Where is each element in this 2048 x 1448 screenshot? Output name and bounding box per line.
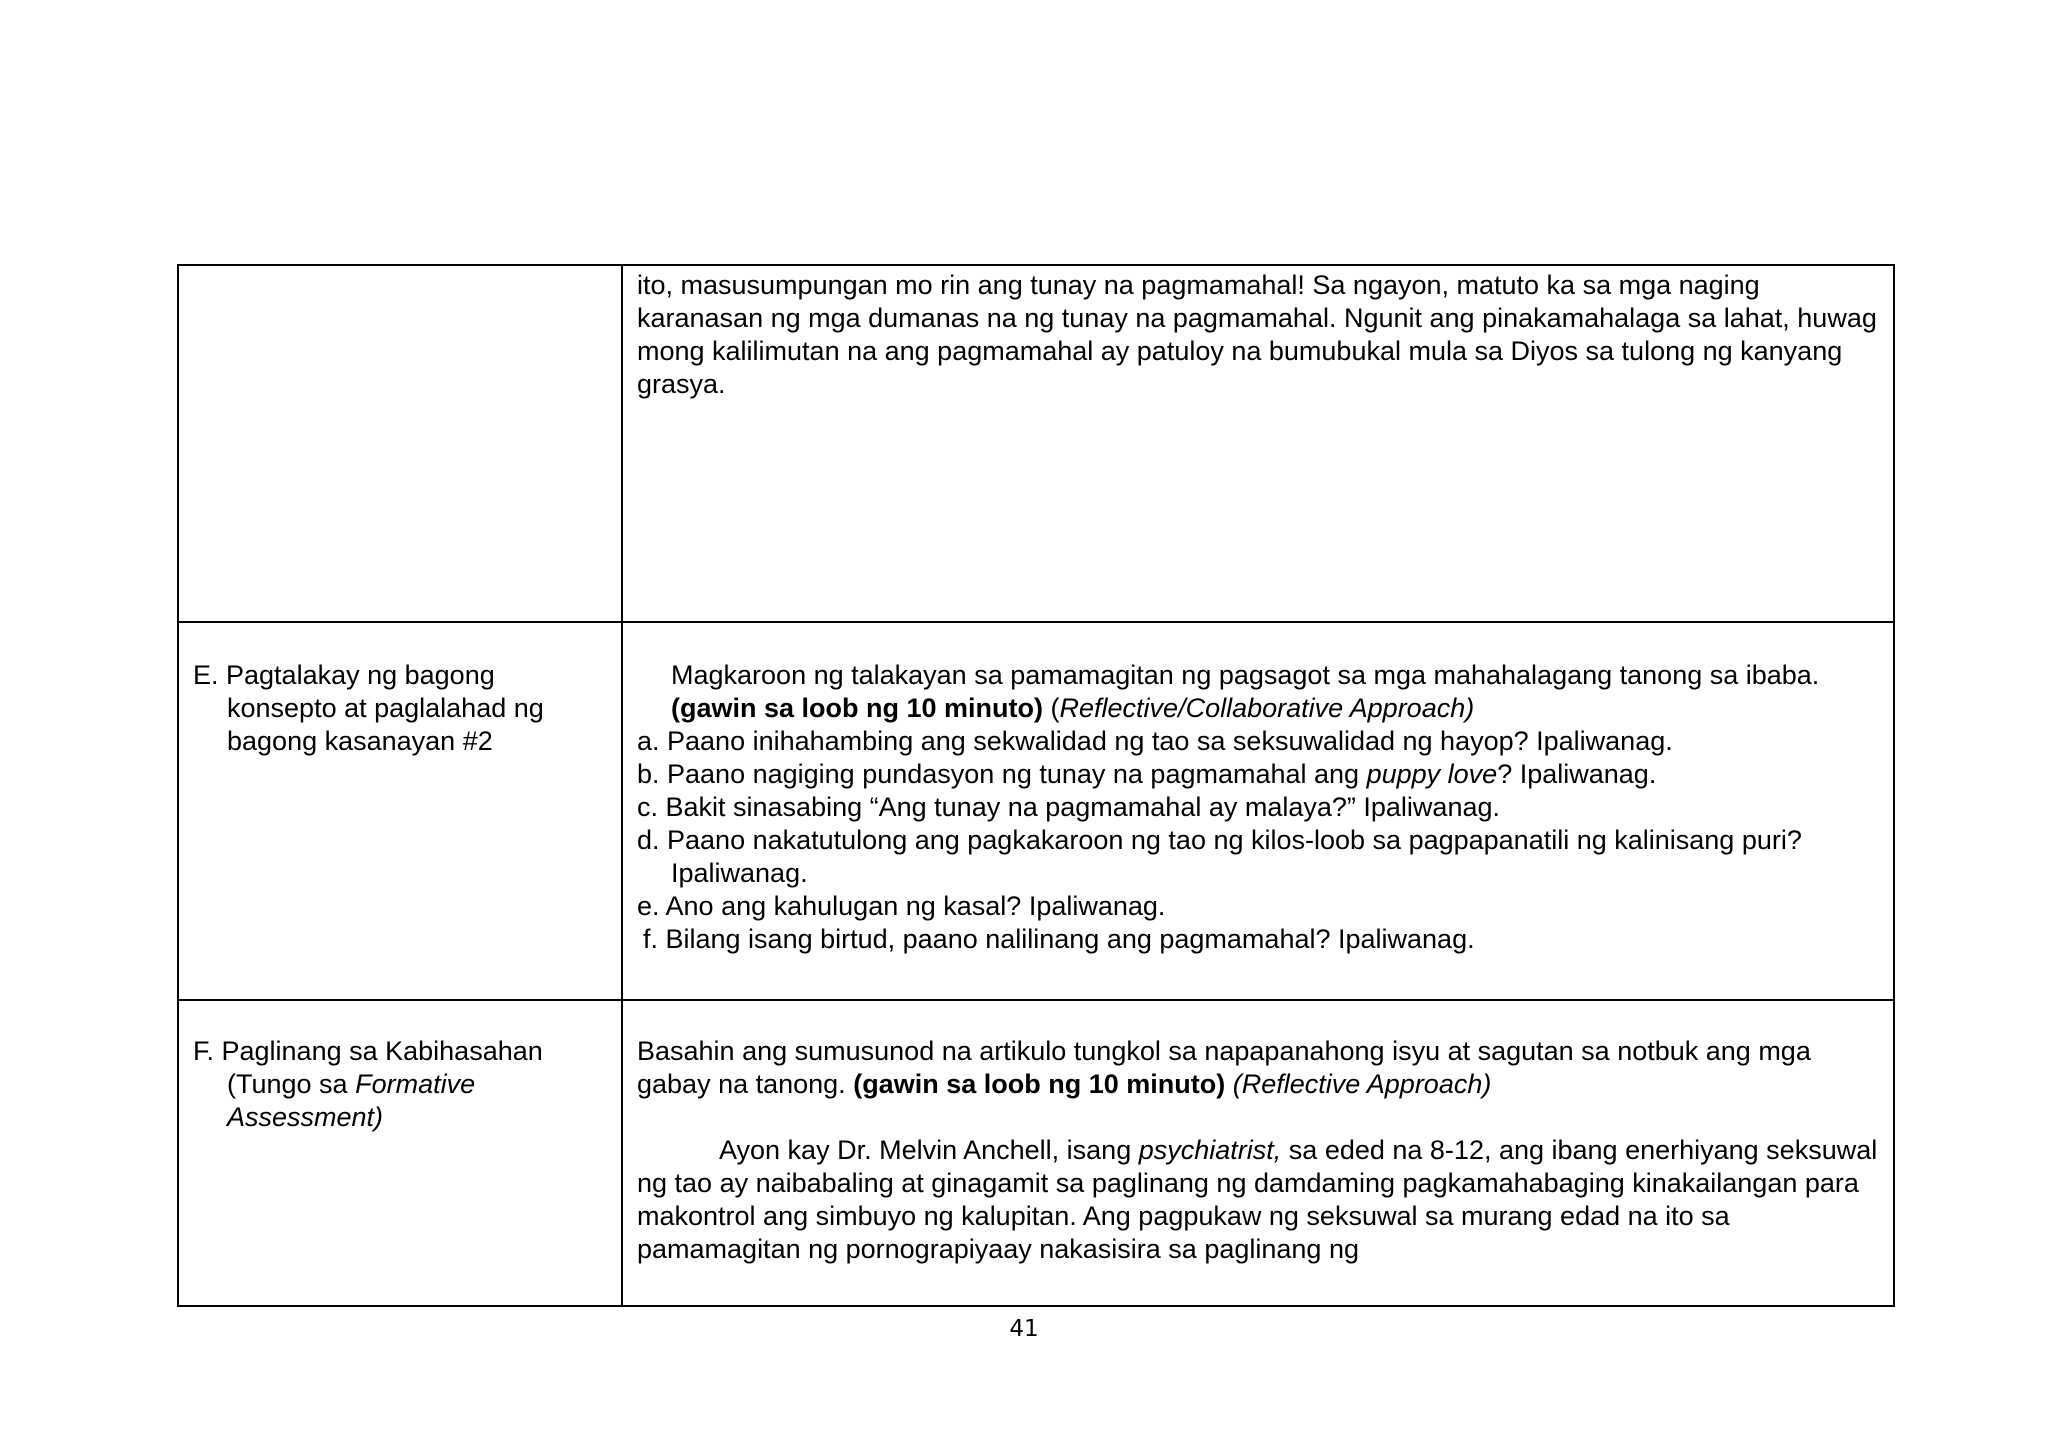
question-c: c. Bakit sinasabing “Ang tunay na pagmamahal ay malaya?” Ipaliwanag. bbox=[637, 792, 1500, 822]
row2-right-cell bbox=[622, 622, 1894, 1000]
row3-left-cell bbox=[178, 1000, 622, 1306]
article-instruction-text: Basahin ang sumusunod na artikulo tungkol sa napapanahong isyu at sagutan sa notbuk ang mga gabay na tanong. bbox=[637, 1036, 1811, 1099]
question-e: e. Ano ang kahulugan ng kasal? Ipaliwanag. bbox=[637, 891, 1166, 921]
row3-right-cell bbox=[622, 1000, 1894, 1306]
article-para-italic: psychiatrist, bbox=[1138, 1135, 1282, 1165]
question-d: d. Paano nakatutulong ang pagkakaroon ng tao ng kilos-loob sa pagpapanatili ng kalinisang puri? Ipaliwanag. bbox=[637, 825, 1802, 888]
continuation-paragraph: ito, masusumpungan mo rin ang tunay na pagmamahal! Sa ngayon, matuto ka sa mga naging karanasan ng mga dumanas na ng tunay na pagmamahal. Ngunit ang pinakamahalaga sa lahat, huwag mong kalilimutan na ang pagmamahal ay patuloy na bumubukal mula sa Diyos sa tulong ng kanyang grasya. bbox=[637, 270, 1877, 399]
article-time-note: (gawin sa loob ng 10 minuto) bbox=[853, 1069, 1226, 1099]
discussion-paren: ( bbox=[1043, 693, 1060, 723]
question-b-text: b. Paano nagiging pundasyon ng tunay na pagmamahal ang bbox=[637, 759, 1360, 789]
section-e-heading: E. Pagtalakay ng bagong konsepto at paglalahad ng bagong kasanayan #2 bbox=[193, 660, 544, 756]
discussion-approach: Reflective/Collaborative Approach) bbox=[1059, 693, 1475, 723]
question-f: f. Bilang isang birtud, paano nalilinang ang pagmamahal? Ipaliwanag. bbox=[643, 924, 1475, 954]
section-f-heading-italic: Formative Assessment) bbox=[227, 1069, 476, 1132]
page-number: 41 bbox=[1009, 1316, 1039, 1342]
row1-right-cell bbox=[622, 265, 1894, 622]
table-row bbox=[178, 622, 1894, 1000]
question-b-end: ? Ipaliwanag. bbox=[1497, 759, 1657, 789]
article-para-start: Ayon kay Dr. Melvin Anchell, isang bbox=[719, 1135, 1132, 1165]
question-b bbox=[637, 758, 1881, 791]
discussion-time-note: (gawin sa loob ng 10 minuto) bbox=[671, 693, 1044, 723]
spacer bbox=[637, 1101, 1881, 1134]
row2-left-cell bbox=[178, 622, 622, 1000]
discussion-intro-text: Magkaroon ng talakayan sa pamamagitan ng pagsagot sa mga mahahalagang tanong sa ibaba. bbox=[671, 660, 1820, 690]
section-f-heading bbox=[193, 1035, 611, 1134]
discussion-intro bbox=[637, 659, 1881, 725]
row1-left-cell bbox=[178, 265, 622, 622]
question-b-italic: puppy love bbox=[1366, 759, 1498, 789]
article-paragraph bbox=[637, 1134, 1881, 1266]
section-f-heading-text: F. Paglinang sa Kabihasahan (Tungo sa bbox=[193, 1036, 543, 1099]
question-a: a. Paano inihahambing ang sekwalidad ng tao sa seksuwalidad ng hayop? Ipaliwanag. bbox=[637, 726, 1673, 756]
table-row bbox=[178, 1000, 1894, 1306]
article-para-rest: sa eded na 8-12, ang ibang enerhiyang seksuwal ng tao ay naibabaling at ginagamit sa paglinang ng damdaming pagkamahabaging kinakailangan para makontrol ang simbuyo ng kalupitan. Ang pagpukaw ng seksuwal sa murang edad na ito sa pamamagitan ng pornograpiyaay nakasisira sa paglinang ng bbox=[637, 1135, 1878, 1264]
lesson-plan-table bbox=[177, 264, 1895, 1307]
article-instruction bbox=[637, 1035, 1881, 1101]
article-approach: (Reflective Approach) bbox=[1232, 1069, 1492, 1099]
table-row bbox=[178, 265, 1894, 622]
